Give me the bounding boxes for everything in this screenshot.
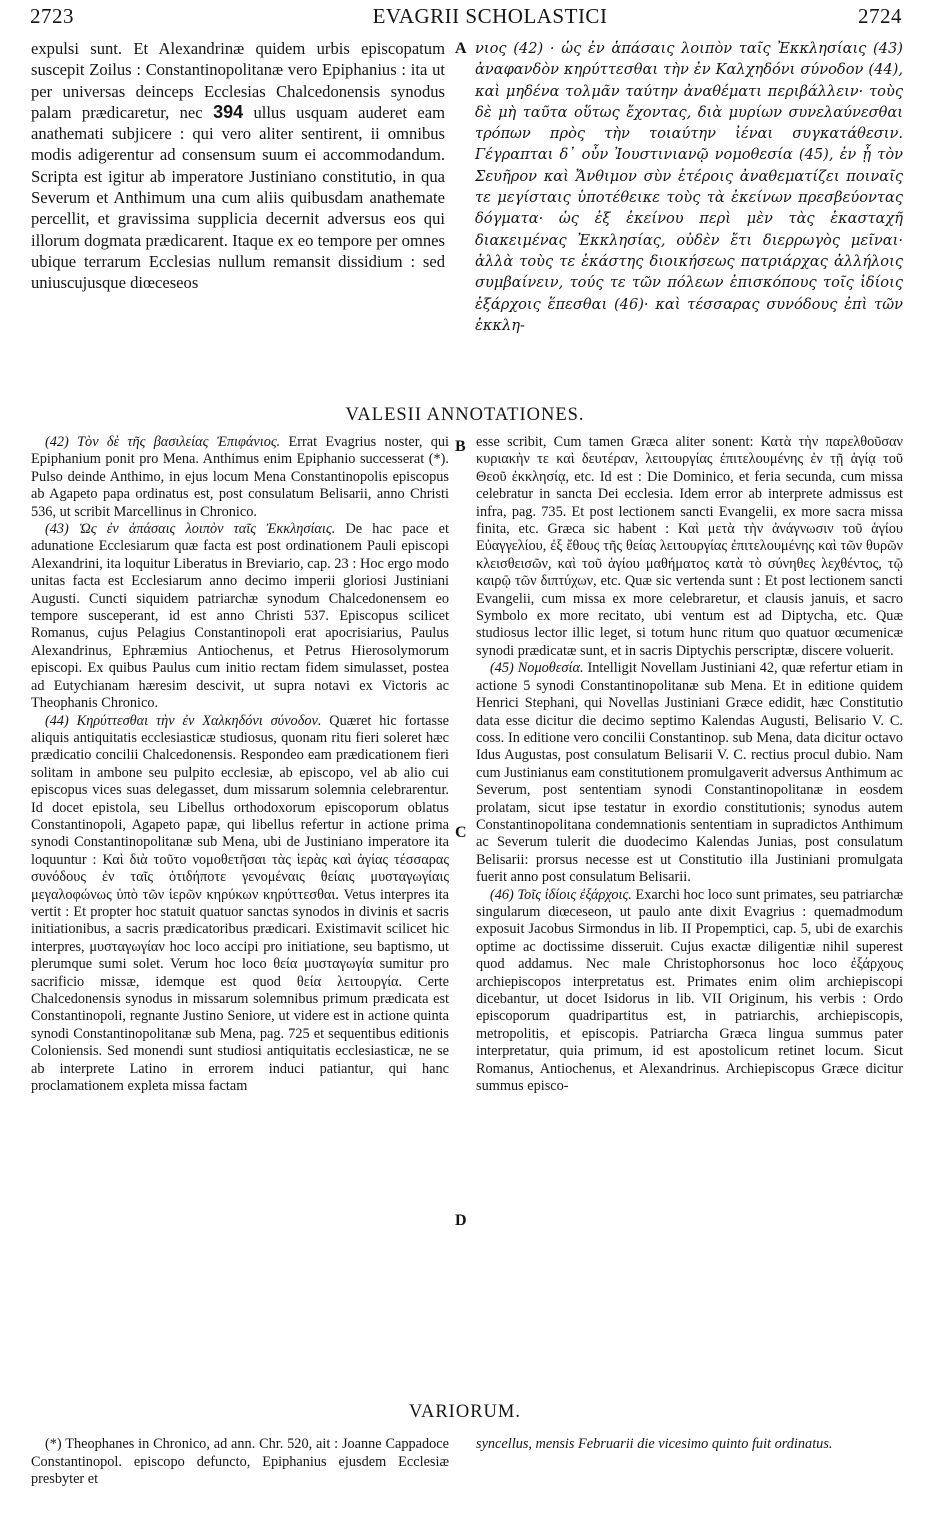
- annotation-45: (45) Νομοθεσία. Intelligit Novellam Justiniani 42, quæ refertur etiam in actione 5 synodi Constantinopolitanæ sub Mena. Et in editione quidem Henrici Stephani, qui Novellas Justiniani Græce edidit, hæc Constitutio data esse dicitur die decimo septimo Kalendas Augusti, Belisario V. C. coss. In editione vero concilii Constantinop. sub Mena, data dicitur octavo Idus Augustas, post consulatum Belisarii V. C. rectius procul dubio. Nam cum Justinianus eam constitutionem promulgaverit adversus Anthimum ac Severum, post sententiam synodi Constantinopolitanæ in eosdem prolatam, sicut ipse testatur in exordio constitutionis; synodus autem Constantinopolitana condemnationis sententiam in supradictos Anthimum ac Severum tulerit die duodecimo Kalendas Junias, post consulatum Belisarii: prorsus necesse est ut Constitutio illa Justiniani promulgata fuerit anno post consulatum Belisarii.: [476, 660, 903, 886]
- top-greek-column: [475, 38, 903, 396]
- annotations-left-column: [31, 434, 449, 1396]
- annotations-right-column: [476, 434, 903, 1396]
- variorum-left-note: (*) Theophanes in Chronico, ad ann. Chr. 520, ait : Joanne Cappadoce Constantinopol. episcopo defuncto, Epiphanius ejusdem Ecclesiæ presbyter et: [31, 1436, 449, 1488]
- variorum-heading: VARIORUM.: [409, 1402, 521, 1422]
- top-latin-column: [31, 38, 445, 396]
- running-header: [30, 4, 902, 32]
- left-page-number: 2723: [30, 4, 74, 28]
- margin-mark-d: D: [455, 1212, 467, 1229]
- margin-mark-a: A: [455, 40, 467, 57]
- annotation-44-continued: esse scribit, Cum tamen Græca aliter sonent: Κατὰ τὴν παρελθοῦσαν κυριακὴν τε καὶ δευτέραν, λειτουργίας ἐπιτελουμένης ἐν τῇ ἁγίᾳ τοῦ Θεοῦ ἐκκλησίᾳ, etc. Id est : Die Dominico, et feria secunda, cum missa celebratur in sancta Dei ecclesia. Idem error ab interprete admissus est infra, pag. 735. Et post lectionem sancti Evangelii, ex more sacra missa finita, etc. Græca sic habent : Καὶ μετὰ τὴν ἀνάγνωσιν τοῦ ἁγίου Εὐαγγελίου, ἐξ ἔθους τῆς θείας λειτουργίας ἐπιτελουμένης καὶ τῶν θυρῶν κλεισθεισῶν, καὶ τοῦ ἁγίου μαθήματος κατὰ τὸ σύνηθες λεχθέντος, τῷ καιρῷ τῶν διπτύχων, etc. Quæ sic vertenda sunt : Et post lectionem sancti Evangelii, cum missa ex more celebraretur, et clausis januis, et sacro Symbolo ex more recitato, ubi ventum est ad Diptycha, etc. Quæ studiosus lector illic leget, si totum hunc ritum quo quatuor œcumenicæ synodi prædicatæ sunt, et in sacris Diptychis perscriptæ, discere voluerit.: [476, 434, 903, 659]
- annotation-44: (44) Κηρύττεσθαι τὴν ἐν Χαλκηδόνι σύνοδον. Quæret hic fortasse aliquis antiquitatis ecclesiasticæ studiosus, quonam ritu fieri soleret hæc prædicatio concilii Chalcedonensis. Respondeo eam prædicationem fieri solitam in ambone seu pulpito ecclesiæ, ab episcopo, vel ab alio cui episcopus vices suas delegasset, dum missarum solemnia celebrarentur. Id docet epistola, seu Libellus orthodoxorum episcoporum oblatus Constantinopoli, Agapeto papæ, qui libellus refertur in actione prima synodi Constantinopolitanæ sub Mena, ubi de Justiniano imperatore ita loquuntur : Καὶ διὰ τοῦτο νομοθετῆσαι τὰς ἱερὰς καὶ ἁγίας τέσσαρας συνόδους ἐν ταῖς ὁτιδήποτε γενομέναις θείαις μυσταγωγίαις μεγαλοφώνως ὑπὸ τῶν ἱερῶν κηρύκων κηρύττεσθαι. Vetus interpres ita vertit : Et propter hoc statuit quatuor sanctas synodos in divinis et sacris initiationibus, a sacris prædicatoribus prædicari. Existimavit scilicet hic interpres, μυσταγωγίαν hoc loco accipi pro initiatione, seu baptismo, ut plerumque sumi solet. Verum hoc loco θεία μυσταγωγία sumitur pro sacrificio missæ, idemque est quod θεία λειτουργία. Certe Chalcedonensis synodus in missarum solemnibus primum prædicata est Constantinopoli, regnante Justino Seniore, ut videre est in actione quinta synodi Constantinopolitanæ sub Mena, pag. 725 et sequentibus editionis Coloniensis. Sed monendi sunt studiosi antiquitatis ecclesiasticæ, ne se ab interprete Latino in errorem induci patiantur, qui hanc proclamationem expleta missa factam: [31, 712, 449, 1095]
- latin-text-part2: ullus usquam auderet eam anathemati subjicere : qui vero aliter sentirent, ii omnibus modis adigerentur ad consensum suum ei accommodandum. Scripta est igitur ab imperatore Justiniano constitutio, in qua Severum et Anthimum una cum aliis quibusdam anathemate percellit, et gravissima supplicia decernit adversus eos qui illorum dogmata prædicarent. Itaque ex eo tempore per omnes ubique terrarum Ecclesias nullum remansit dissidium : sed uniuscujusque diœceseos: [31, 102, 445, 293]
- variorum-right-note: syncellus, mensis Februarii die vicesimo quinto fuit ordinatus.: [476, 1436, 833, 1452]
- greek-text: νιος (42) · ὡς ἐν ἁπάσαις λοιπὸν ταῖς Ἐκκλησίαις (43) ἀναφανδὸν κηρύττεσθαι τὴν ἐν Καλχηδόνι σύνοδον (44), καὶ μηδένα τολμᾶν ταύτην ἀναθέματι περιβάλλειν· τοὺς δὲ μὴ ταῦτα οὕτως ἔχοντας, διὰ μυρίων συνελαύνεσθαι τρόπων πρὸς τὴν τοιαύτην ἰέναι συγκατάθεσιν. Γέγραπται δ᾽ οὖν Ἰουστινιανῷ νομοθεσία (45), ἐν ᾗ τὸν Σευῆρον καὶ Ἄνθιμον σὺν ἑτέροις ἀναθεματίζει ποιναῖς τε μεγίσταις ὑποτέθεικε τοὺς τὰ ἐκείνων πρεσβεύοντας δόγματα· ὡς ἐξ ἐκείνου περὶ μὲν τὰς ἑκασταχῆ διακειμένας Ἐκκλησίας, οὐδὲν ἔτι διερρωγὸς μεῖναι· ἀλλὰ τοὺς τε ἑκάστης διοικήσεως πατριάρχας ἀλλήλοις συμβαίνειν, τούς τε τῶν πόλεων ἐπισκόπους τοῖς ἰδίοις ἐξάρχοις ἕπεσθαι (46)· καὶ τέσσαρας συνόδους ἐπὶ τῶν ἐκκλη-: [475, 40, 903, 334]
- running-title: EVAGRII SCHOLASTICI: [372, 4, 608, 28]
- annotation-43: (43) Ὡς ἐν ἁπάσαις λοιπὸν ταῖς Ἐκκλησίαις. De hac pace et adunatione Ecclesiarum quæ facta est post ordinationem Pauli episcopi Alexandrini, ita loquitur Liberatus in Breviario, cap. 23 : Hoc ergo modo unitas facta est Ecclesiarum anno decimo imperii gloriosi Justiniani Augusti. Cuncti siquidem patriarchæ synodum Chalcedonensem eo tempore susceperant, id est anno Christi 537. Episcopus scilicet Romanus, cujus Pelagius Constantinopoli erat apocrisiarius, Paulus Alexandrinus, Ephræmius Antiochenus, et Petrus Hierosolymorum episcopi. Ex quibus Paulus cum initio rectam fidem simulasset, postea ad Eutychianam hæresim descivit, ut supra notavi ex Victoris ac Theophanis Chronico.: [31, 521, 449, 712]
- latin-text-part1: expulsi sunt. Et Alexandrinæ quidem urbis episcopatum suscepit Zoilus : Constantinopolitanæ vero Epiphanius : ita ut per universas deinceps Ecclesias Chalcedonensis synodus palam prædicaretur, nec: [31, 39, 445, 122]
- margin-mark-b: B: [455, 438, 466, 455]
- annotation-46: (46) Τοῖς ἰδίοις ἐξάρχοις. Exarchi hoc loco sunt primates, seu patriarchæ singularum diœceseon, ut paulo ante dixit Evagrius : quemadmodum exposuit Jacobus Sirmondus in lib. II Propemptici, cap. 5, ubi de exarchis optime ac doctissime disseruit. Cujus exactæ diligentiæ nihil superest quod addamus. Nec male Christophorsonus hoc loco ἐξάρχους archiepiscopos interpretatus est. Primates enim olim archiepiscopi dicebantur, ut docet Isidorus in lib. VII Originum, his verbis : Ordo episcoporum quadripartitus est, in patriarchis, archiepiscopis, metropolitis, et episcopis. Patriarcha Græca lingua summus pater interpretatur, quia primum, id est apostolicum retinet locum. Sicut Romanus, Antiochenus, et Alexandrinus. Archiepiscopus Græce dicitur summus episco-: [476, 886, 903, 1095]
- margin-mark-c: C: [455, 824, 467, 841]
- right-page-number: 2724: [858, 4, 902, 28]
- annotation-42: (42) Τὸν δὲ τῆς βασιλείας Ἐπιφάνιος. Errat Evagrius noster, qui Epiphanium ponit pro Mena. Anthimus enim Epiphanio successerat (*). Pulso deinde Anthimo, in ejus locum Mena Constantinopolis episcopus ab Agapeto papa ordinatus est, post consulatum Belisarii, anno Christi 536, ut scribit Marcellinus in Chronico.: [31, 434, 449, 520]
- page-reference-number: 394: [213, 101, 244, 122]
- valesii-heading: VALESII ANNOTATIONES.: [345, 405, 585, 425]
